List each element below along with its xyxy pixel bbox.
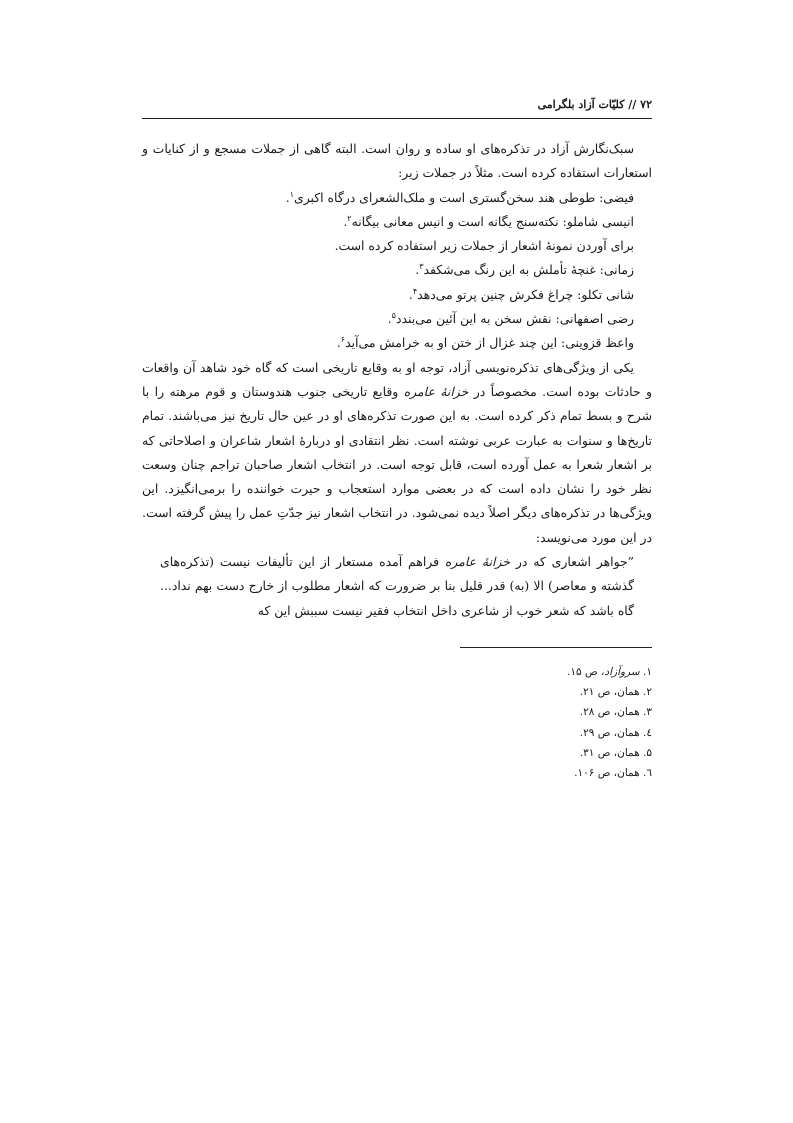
example-text: واعظ قزوینی: این چند غزال از ختن او به خرامش می‌آید — [345, 335, 634, 351]
running-header — [142, 95, 652, 119]
footnote-text: همان، ص ۲۱. — [579, 686, 640, 699]
example-line: زمانی: غنچهٔ تأملش به این رنگ می‌شکفد$^۳$. — [415, 262, 634, 278]
example-line: فیضی: طوطی هند سخن‌گستری است و ملک‌الشعرای درگاه اکبری$^۱$. — [285, 189, 634, 205]
footnotes — [142, 662, 652, 783]
quote-text: ”جواهر اشعاری که در — [509, 554, 634, 570]
footnote-text: همان، ص ۲۹. — [579, 726, 640, 739]
footnote-text: همان، ص ۳۱. — [579, 746, 640, 759]
paragraph-text: وقایع تاریخی جنوب هندوستان و قوم مرهته را با شرح و بسط تمام ذکر کرده است. به این صورت تذکره‌های او در عین حال تاریخ نیز می‌باشند. تمام تاریخ‌ها و سنوات به عبارت عربی نوشته است. نظر انتقادی او دربارهٔ اشعار شاعران و اصلاحاتی که بر اشعار شعرا به عمل آورده است، قابل توجه است. در انتخاب اشعار صاحبان تراجم چنان وسعت نظر خود را نشان داده است که در بعضی موارد استعجاب و حیرت خواننده را برمی‌انگیزد. این ویژگی‌ها در تذکره‌های دیگر اصلاً دیده نمی‌شود. در انتخاب اشعار نیز جدّتِ عمل را پیش گرفته است. در این مورد می‌نویسد: — [142, 383, 652, 545]
example-text: فیضی: طوطی هند سخن‌گستری است و ملک‌الشعرای درگاه اکبری — [294, 189, 634, 205]
footnote-number: ۵. — [643, 746, 652, 759]
work-title: سروآزاد — [604, 665, 640, 678]
paragraph-intro: سبک‌نگارش آزاد در تذکره‌های او ساده و روان است. البته گاهی از جملات مسجع و از کنایات و استعارات استفاده کرده است. مثلاً در جملات زیر: — [142, 141, 652, 181]
footnote — [142, 763, 652, 783]
example-text: شانی تکلو: چراغ فکرش چنین پرتو می‌دهد — [417, 286, 634, 302]
footnote-number: ۲. — [643, 686, 652, 699]
example-text: زمانی: غنچهٔ تأملش به این رنگ می‌شکفد — [423, 262, 634, 278]
footnote — [142, 662, 652, 682]
example-line: رضی اصفهانی: نقش سخن به این آئین می‌بندد$^۵$. — [387, 310, 634, 327]
footnote-text: همان، ص ۱۰۶. — [574, 766, 640, 779]
footnote-marker: ۴ — [412, 286, 418, 296]
footnote-marker: ۵ — [391, 310, 396, 320]
work-title: خزانهٔ عامره — [444, 554, 510, 570]
footnote-text: همان، ص ۲۸. — [579, 706, 640, 719]
example-line: انیسی شاملو: نکته‌سنج یگانه است و انیس معانی بیگانه$^۲$. — [343, 213, 634, 229]
footnote-marker: ۶ — [340, 335, 346, 345]
footnote-number: ٤. — [643, 726, 652, 739]
footnote — [142, 723, 652, 743]
footnote — [142, 743, 652, 763]
page-number: ۷۲ — [640, 98, 652, 111]
footnote-marker: ۲ — [347, 213, 352, 223]
example-text: رضی اصفهانی: نقش سخن به این آئین می‌بندد — [395, 311, 634, 327]
work-title: خزانهٔ عامره — [403, 383, 469, 399]
book-title: کلیّات آزاد بلگرامی — [537, 98, 625, 111]
example-line: شانی تکلو: چراغ فکرش چنین پرتو می‌دهد$^۴$. — [408, 286, 634, 302]
header-separator: // — [628, 98, 637, 111]
footnote-marker: ۱ — [289, 189, 294, 199]
footnote-marker: ۳ — [419, 262, 424, 272]
intro-line: برای آوردن نمونهٔ اشعار از جملات زیر استفاده کرده است. — [334, 238, 634, 254]
quote-text: فراهم آمده مستعار از این تألیفات نیست (تذکره‌های گذشته و معاصر) الا (به) قدر قلیل بنا بر ضرورت که اشعار مطلوب از خارج دست بهم نداد... گاه باشد که شعر خوب از شاعری داخل انتخاب فقیر نیست سببش این که — [160, 554, 634, 618]
footnote — [142, 702, 652, 722]
block-quote — [142, 550, 652, 623]
footnote-number: ۳. — [643, 706, 652, 719]
footnote-divider — [460, 647, 652, 648]
footnote — [142, 682, 652, 702]
example-line: واعظ قزوینی: این چند غزال از ختن او به خرامش می‌آید$^۶$. — [336, 335, 634, 351]
book-page — [142, 95, 652, 783]
paragraph-text: یکی از ویژگی‌های تذکره‌نویسی آزاد، توجه او به وقایع تاریخی است که گاه خود شاهد آن واقعات و حادثات بوده است. مخصوصاً در — [142, 359, 652, 399]
main-text — [142, 137, 652, 623]
footnote-number: ۱. — [643, 665, 652, 678]
example-text: انیسی شاملو: نکته‌سنج یگانه است و انیس معانی بیگانه — [351, 213, 634, 229]
paragraph-history — [142, 356, 652, 550]
footnote-number: ٦. — [643, 766, 652, 779]
footnote-text: ، ص ۱۵. — [567, 665, 605, 678]
